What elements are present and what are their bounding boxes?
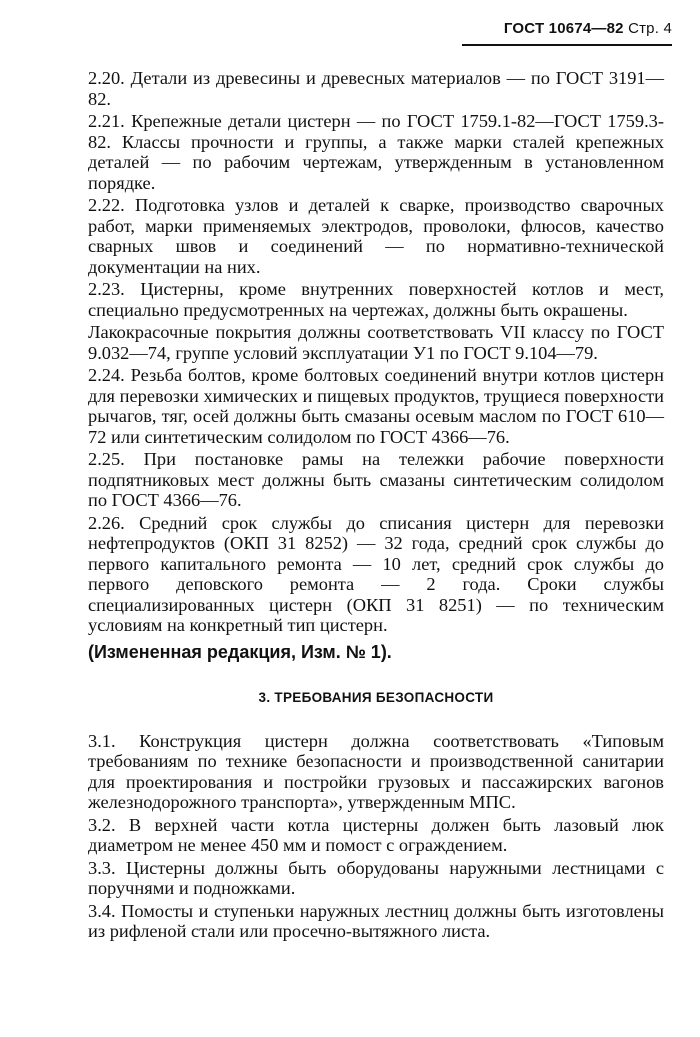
section-title: 3. ТРЕБОВАНИЯ БЕЗОПАСНОСТИ [258, 690, 494, 705]
paragraph-3-2: 3.2. В верхней части котла цистерны должен быть лазовый люк диаметром не менее 450 мм и помост с ограждением. [88, 814, 664, 855]
paragraph-2-24: 2.24. Резьба болтов, кроме болтовых соединений внутри котлов цистерн для перевозки химических и пищевых продуктов, трущиеся поверхности рычагов, тяг, осей должны быть смазаны осевым маслом по ГОСТ 610—72 или синтетическим солидолом по ГОСТ 4366—76. [88, 365, 664, 447]
paragraph-coatings: Лакокрасочные покрытия должны соответствовать VII классу по ГОСТ 9.032—74, группе условий эксплуатации У1 по ГОСТ 9.104—79. [88, 322, 664, 363]
paragraph-2-22: 2.22. Подготовка узлов и деталей к сварке, производство сварочных работ, марки применяемых электродов, проволоки, флюсов, качество сварных швов и соединений — по нормативно-технической документации на них. [88, 195, 664, 277]
paragraph-2-23: 2.23. Цистерны, кроме внутренних поверхностей котлов и мест, специально предусмотренных на чертежах, должны быть окрашены. [88, 279, 664, 320]
paragraph-3-3: 3.3. Цистерны должны быть оборудованы наружными лестницами с поручнями и подножками. [88, 857, 664, 898]
revision-note: (Измененная редакция, Изм. № 1). [88, 641, 392, 662]
paragraph-3-1: 3.1. Конструкция цистерн должна соответствовать «Типовым требованиям по технике безопасности и производственной санитарии для проектирования и постройки грузовых и пассажирских вагонов железнодорожного транспорта», утвержденным МПС. [88, 730, 664, 812]
paragraph-2-21: 2.21. Крепежные детали цистерн — по ГОСТ 1759.1-82—ГОСТ 1759.3-82. Классы прочности и группы, а также марки сталей крепежных деталей — по рабочим чертежам, утвержденным в установленном порядке. [88, 111, 664, 193]
paragraph-2-20: 2.20. Детали из древесины и древесных материалов — по ГОСТ 3191—82. [88, 68, 664, 109]
standard-code: ГОСТ 10674—82 [503, 20, 624, 37]
paragraph-3-4: 3.4. Помосты и ступеньки наружных лестниц должны быть изготовлены из рифленой стали или просечно-вытяжного листа. [88, 900, 664, 941]
header-rule [462, 44, 672, 46]
paragraph-2-25: 2.25. При постановке рамы на тележки рабочие поверхности подпятниковых мест должны быть смазаны синтетическим солидолом по ГОСТ 4366—76. [88, 449, 664, 510]
page-header [504, 20, 672, 37]
paragraph-2-26: 2.26. Средний срок службы до списания цистерн для перевозки нефтепродуктов (ОКП 31 8252) — 32 года, средний срок службы до первого капитального ремонта — 10 лет, средний срок службы до первого деповского ремонта — 2 года. Сроки службы специализированных цистерн (ОКП 31 8251) — по техническим условиям на конкретный тип цистерн. [88, 512, 664, 635]
document-body [88, 68, 664, 944]
page-number: Стр. 4 [628, 20, 672, 37]
